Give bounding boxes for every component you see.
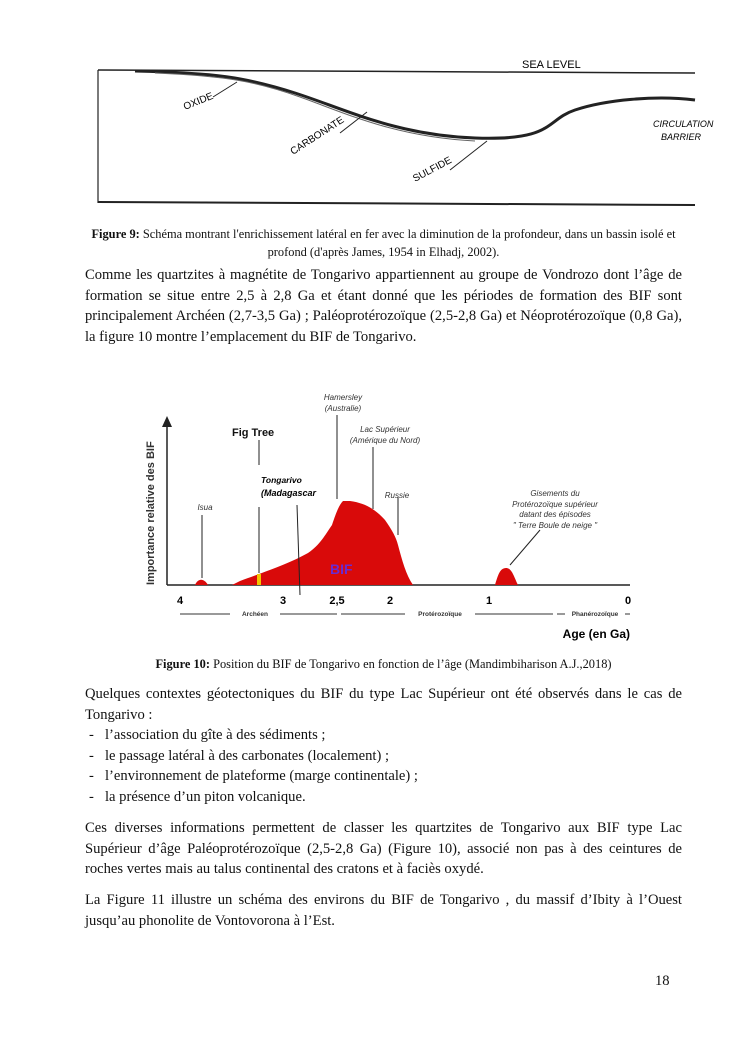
gisements-line4: " Terre Boule de neige " bbox=[512, 521, 598, 530]
oxide-label: OXIDE bbox=[182, 90, 215, 113]
tongarivo-marker bbox=[257, 574, 261, 585]
carbonate-label: CARBONATE bbox=[288, 114, 347, 158]
circulation-label: CIRCULATION bbox=[653, 119, 714, 129]
snowball-area bbox=[495, 568, 518, 585]
tick-1: 1 bbox=[485, 595, 493, 607]
gisements-line2: Protérozoïque supérieur bbox=[512, 500, 598, 509]
tongarivo-country: (Madagascar bbox=[261, 488, 317, 498]
x-axis-label: Age (en Ga) bbox=[562, 627, 630, 641]
tick-4: 4 bbox=[176, 595, 184, 607]
caption-text: Position du BIF de Tongarivo en fonction de l’âge (Mandimbiharison A.J.,2018) bbox=[209, 657, 612, 671]
y-axis-label: Importance relative des BIF bbox=[145, 441, 157, 585]
tick-3: 3 bbox=[279, 595, 287, 607]
sulfide-label: SULFIDE bbox=[411, 155, 454, 185]
russie-label: Russie bbox=[384, 491, 410, 500]
list-item: - la présence d’un piton volcanique. bbox=[85, 787, 682, 808]
hamersley-label: Hamersley bbox=[323, 393, 363, 402]
gisements-line1: Gisements du bbox=[530, 489, 580, 498]
list-item: - l’association du gîte à des sédiments ; bbox=[85, 725, 682, 746]
hamersley-country: (Australie) bbox=[324, 404, 362, 413]
paragraph-2: Quelques contextes géotectoniques du BIF du type Lac Supérieur ont été observés dans le cas de Tongarivo : bbox=[85, 686, 682, 723]
lac-superieur-label: Lac Supérieur bbox=[360, 425, 410, 434]
bullet-list bbox=[85, 725, 682, 807]
tick-0: 0 bbox=[624, 595, 632, 607]
caption-label: Figure 9: bbox=[91, 227, 140, 241]
tick-2: 2 bbox=[386, 595, 394, 607]
paragraph-3: Ces diverses informations permettent de classer les quartzites de Tongarivo aux BIF type Lac Supérieur d’âge Paléoprotérozoïque (2,5-2,8 Ga) (Figure 10), associé non pas à des ceintures de roches vertes mais au talus continental des cratons et à faciès oxydé. bbox=[85, 820, 682, 877]
paragraph-4: La Figure 11 illustre un schéma des environs du BIF de Tongarivo , du massif d’Ibity à l’Ouest jusqu’au phonolite de Vontovorona à l’Est. bbox=[85, 892, 682, 929]
barrier-label: BARRIER bbox=[661, 132, 702, 142]
isua-area bbox=[195, 580, 208, 585]
page-number: 18 bbox=[655, 973, 670, 989]
figure-9-caption bbox=[85, 225, 682, 261]
figure-10-caption bbox=[85, 655, 682, 673]
caption-text: Schéma montrant l'enrichissement latéral en fer avec la diminution de la profondeur, dans un bassin isolé et profond (d'après James, 1954 in Elhadj, 2002). bbox=[139, 227, 676, 259]
gisements-line3: datant des épisodes bbox=[519, 510, 591, 519]
list-item: - l’environnement de plateforme (marge continentale) ; bbox=[85, 766, 682, 787]
isua-label: Isua bbox=[197, 503, 213, 512]
sea-level-label: SEA LEVEL bbox=[522, 59, 581, 71]
paragraph-1: Comme les quartzites à magnétite de Tongarivo appartiennent au groupe de Vondrozo dont l’âge de formation se situe entre 2,5 à 2,8 Ga et étant donné que les périodes de formation des BIF sont principalement Archéen (2,7-3,5 Ga) ; Paléoprotérozoïque (2,5-2,8 Ga) et Néoprotérozoïque (0,8 Ga), la figure 10 montre l’emplacement du BIF de Tongarivo. bbox=[85, 267, 682, 345]
era-proterozoique: Protérozoïque bbox=[418, 611, 462, 618]
fig-tree-label: Fig Tree bbox=[232, 427, 275, 439]
bif-label: BIF bbox=[330, 561, 353, 577]
era-archeen: Archéen bbox=[241, 611, 269, 618]
list-item: - le passage latéral à des carbonates (localement) ; bbox=[85, 746, 682, 767]
figure-10-chart bbox=[140, 385, 660, 650]
caption-label: Figure 10: bbox=[155, 657, 210, 671]
era-phanerozoique: Phanérozoïque bbox=[571, 611, 619, 618]
tongarivo-label: Tongarivo bbox=[261, 475, 302, 485]
lac-superieur-region: (Amérique du Nord) bbox=[349, 436, 421, 445]
tick-2-5: 2,5 bbox=[329, 595, 345, 607]
figure-9-diagram bbox=[95, 55, 714, 215]
